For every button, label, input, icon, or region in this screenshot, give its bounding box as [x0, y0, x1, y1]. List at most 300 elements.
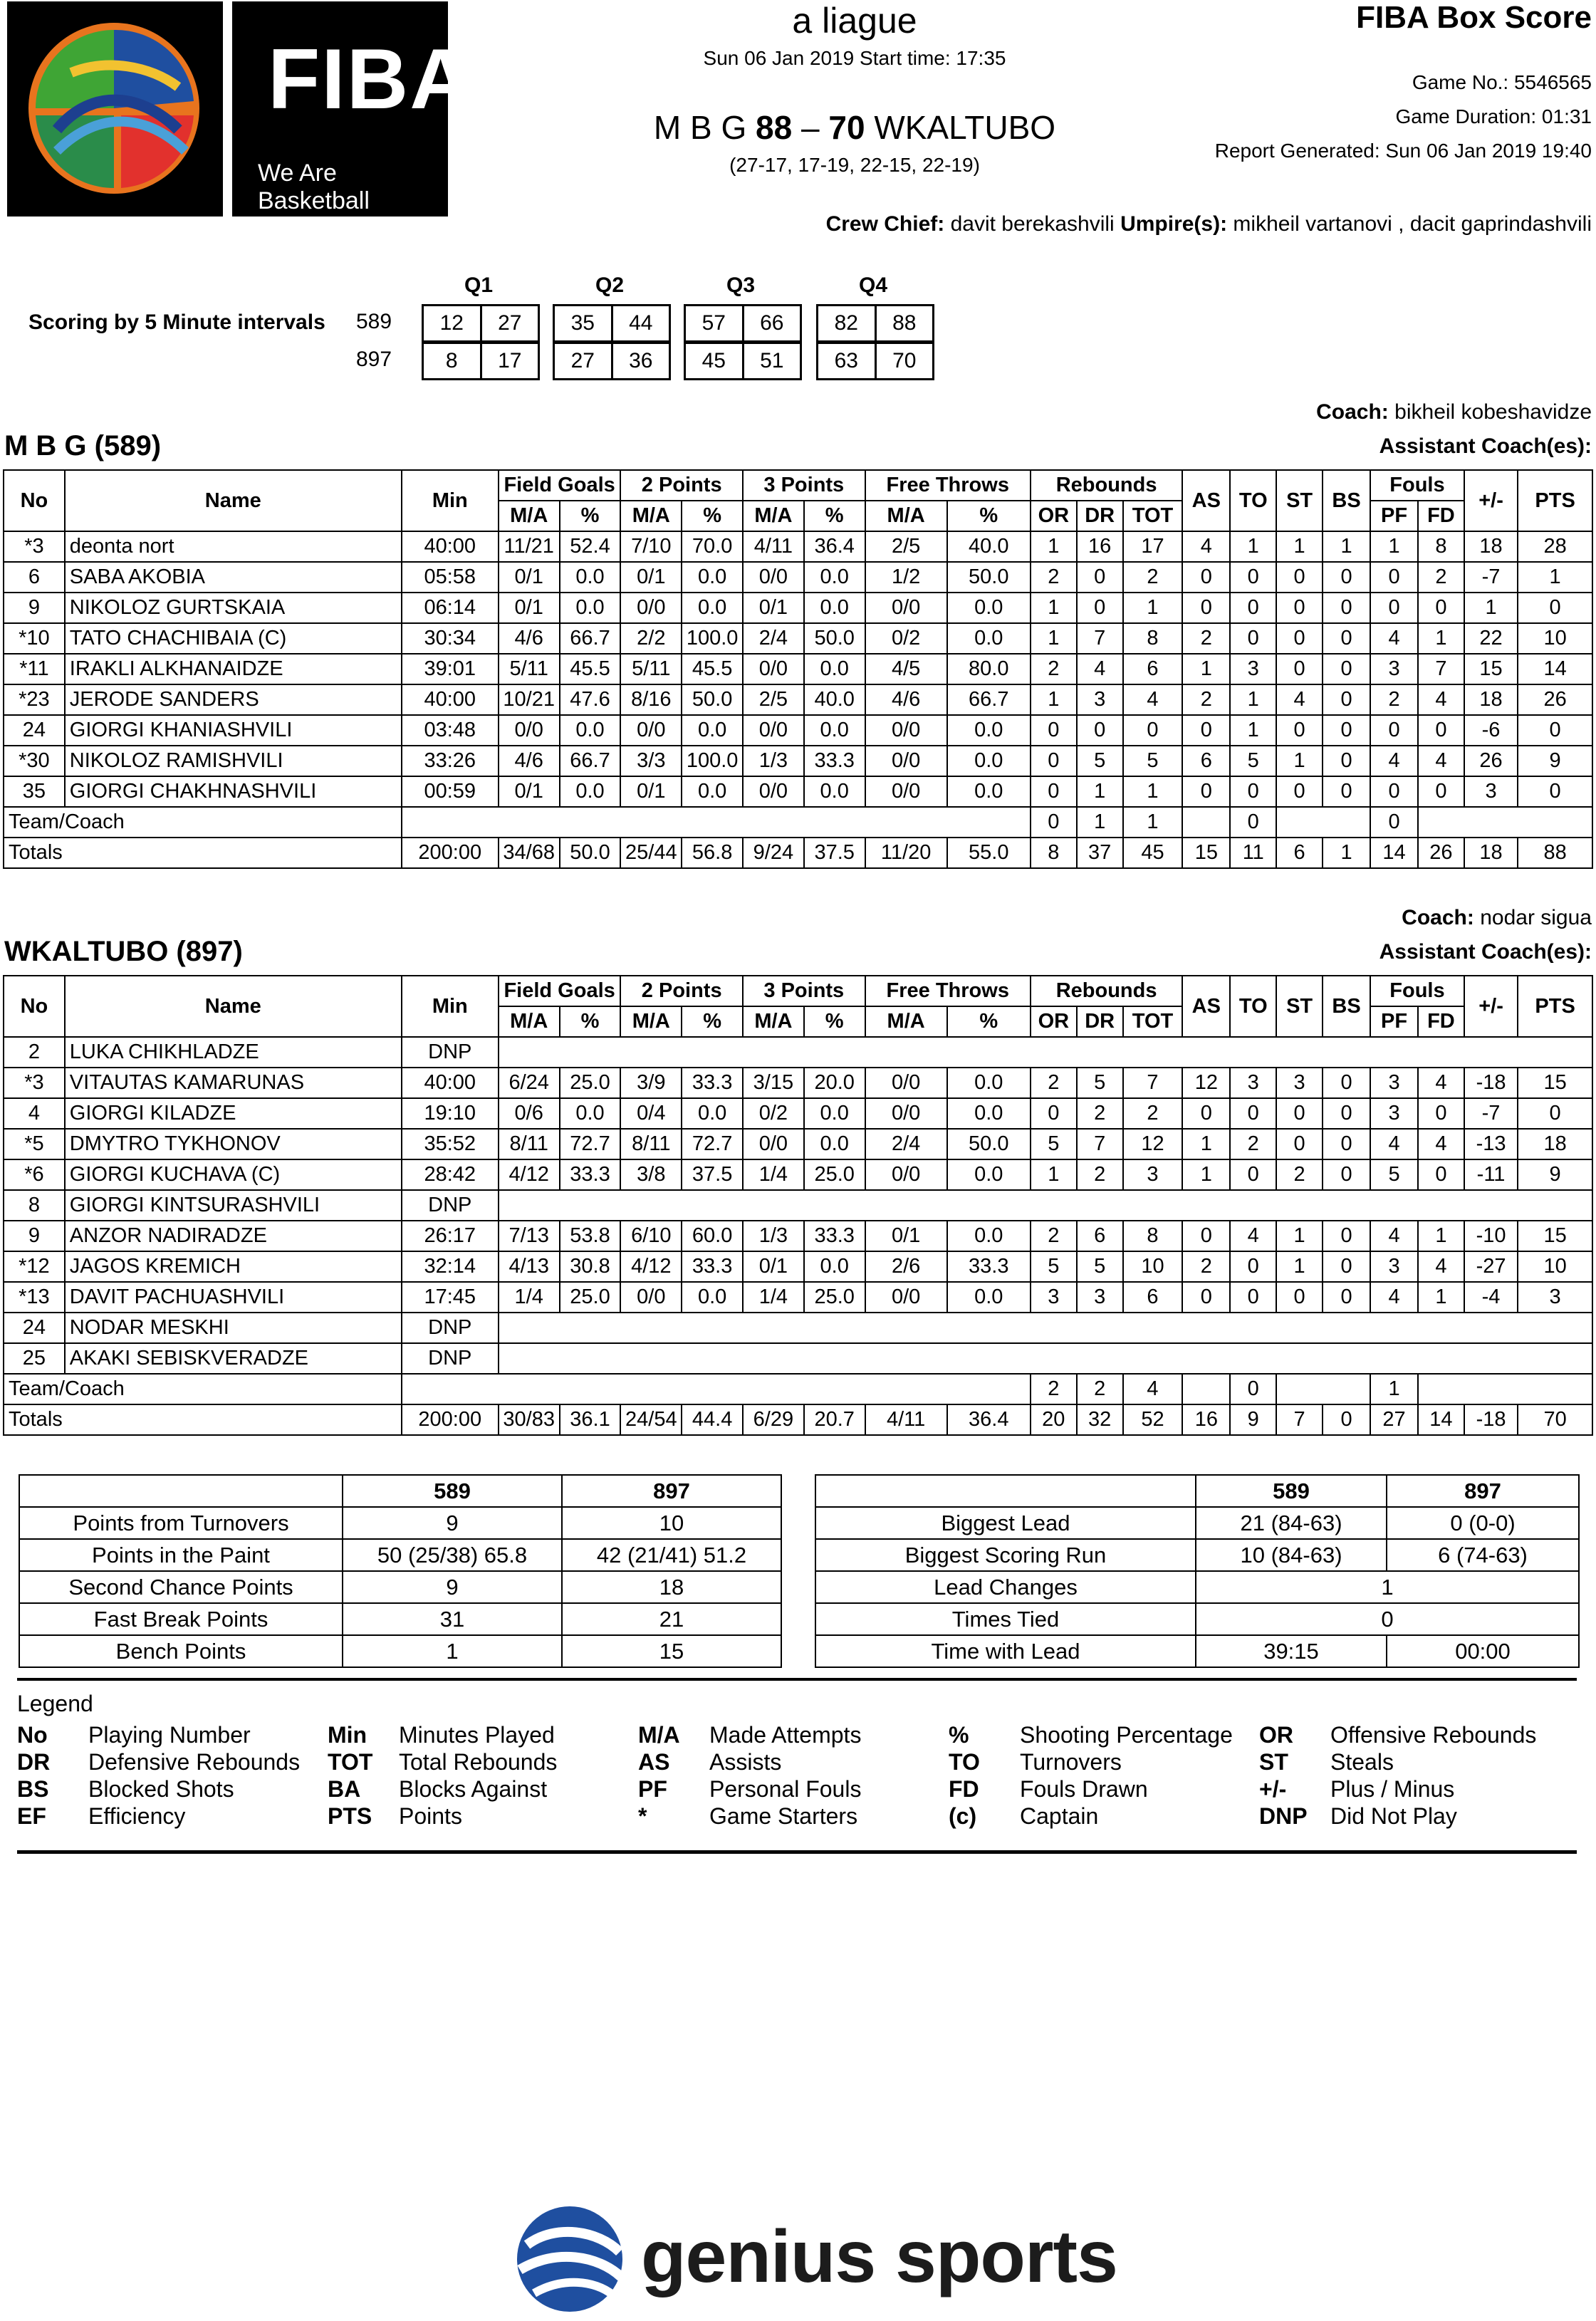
stat-cell: 27 — [1370, 1404, 1418, 1435]
legend-key — [949, 1776, 979, 1803]
team1-coach — [1316, 400, 1592, 424]
stat-cell: 0.0 — [947, 623, 1031, 654]
summary-label: Bench Points — [19, 1635, 343, 1667]
stat-cell: 0/0 — [743, 654, 804, 684]
player-row — [4, 1221, 1592, 1251]
stat-cell: 45.5 — [682, 654, 743, 684]
summary-row — [815, 1571, 1579, 1603]
column-header: TO — [1230, 470, 1276, 531]
team1-coach-label: Coach: — [1316, 400, 1389, 424]
stat-cell: 2 — [1031, 1221, 1077, 1251]
stat-cell: 17 — [1123, 531, 1183, 562]
stat-cell: 36.1 — [560, 1404, 621, 1435]
stat-cell: 0.0 — [947, 746, 1031, 776]
legend-description: Shooting Percentage — [1020, 1722, 1233, 1748]
stat-cell: 200:00 — [402, 1404, 499, 1435]
stat-cell: 33.3 — [804, 1221, 865, 1251]
column-header: No — [4, 976, 65, 1037]
column-header: TO — [1230, 976, 1276, 1037]
genius-sports-logo — [513, 2202, 627, 2316]
stat-cell: -18 — [1464, 1404, 1518, 1435]
stat-cell: 0/1 — [499, 562, 560, 593]
legend-key — [1259, 1776, 1286, 1803]
stat-cell: 15 — [1518, 1068, 1592, 1098]
stat-cell: 19:10 — [402, 1098, 499, 1129]
stat-cell: 4 — [1418, 1068, 1464, 1098]
stat-cell: 1 — [1518, 562, 1592, 593]
stat-cell: 40.0 — [804, 684, 865, 715]
stat-cell: 3 — [1230, 654, 1276, 684]
team2-coach-name: nodar sigua — [1480, 906, 1592, 929]
legend-abbr: % — [949, 1722, 969, 1748]
game-number: Game No.: 5546565 — [1412, 71, 1592, 93]
player-minutes: DNP — [402, 1190, 499, 1221]
stat-cell: 3 — [1370, 654, 1418, 684]
legend-abbr: OR — [1259, 1722, 1293, 1748]
stat-cell: 8/11 — [620, 1129, 682, 1159]
stat-cell: 1/2 — [865, 562, 947, 593]
stat-cell: 12 — [1123, 1129, 1183, 1159]
stat-cell: 4 — [1182, 531, 1230, 562]
stat-cell: 0/0 — [865, 1159, 947, 1190]
player-name: SABA AKOBIA — [65, 562, 402, 593]
interval-value: 45 — [701, 349, 726, 372]
stat-cell: 6 — [1123, 1282, 1183, 1313]
player-row — [4, 1190, 1592, 1221]
team2-assistant-coach: Assistant Coach(es): — [1379, 940, 1592, 964]
interval-value: 35 — [570, 311, 595, 335]
stat-cell: 3/9 — [620, 1068, 682, 1098]
stat-cell: 0 — [1323, 1098, 1370, 1129]
stat-cell: 3 — [1370, 1098, 1418, 1129]
player-name: DMYTRO TYKHONOV — [65, 1129, 402, 1159]
legend-abbr: TO — [949, 1749, 980, 1775]
summary-value: 15 — [562, 1635, 781, 1667]
stat-cell: 5 — [1230, 746, 1276, 776]
stat-cell: 37 — [1077, 838, 1123, 868]
legend-top-rule — [17, 1678, 1577, 1681]
column-header: Free Throws — [865, 976, 1031, 1006]
stat-cell: 10 — [1518, 1251, 1592, 1282]
stat-cell: 0 — [1518, 593, 1592, 623]
stat-cell: 9 — [1518, 1159, 1592, 1190]
stat-cell: 53.8 — [560, 1221, 621, 1251]
column-header: M/A — [499, 501, 560, 531]
stat-cell: 0.0 — [804, 654, 865, 684]
stat-cell: 11/21 — [499, 531, 560, 562]
stat-cell: 0 — [1077, 562, 1123, 593]
stat-cell: 4 — [1123, 1374, 1183, 1404]
stat-cell: 0 — [1077, 715, 1123, 746]
legend-abbr: PTS — [328, 1803, 372, 1829]
summary-value: 18 — [562, 1571, 781, 1603]
stat-cell: 45 — [1123, 838, 1183, 868]
umpires: mikheil vartanovi , dacit gaprindashvili — [1233, 212, 1592, 236]
stat-cell: 9/24 — [743, 838, 804, 868]
stat-cell: 7 — [1077, 623, 1123, 654]
player-number: 2 — [4, 1037, 65, 1068]
stat-cell: 2 — [1123, 562, 1183, 593]
stat-cell: 0 — [1276, 654, 1323, 684]
summary-value: 6 (74-63) — [1387, 1539, 1579, 1571]
column-header: % — [682, 501, 743, 531]
stat-cell: 0.0 — [947, 715, 1031, 746]
stat-cell: 0/1 — [499, 776, 560, 807]
stat-cell: 2 — [1123, 1098, 1183, 1129]
column-header: % — [804, 1006, 865, 1037]
stat-cell: 26:17 — [402, 1221, 499, 1251]
team-coach-row — [4, 1374, 1592, 1404]
stat-cell: 72.7 — [682, 1129, 743, 1159]
stat-cell: -7 — [1464, 562, 1518, 593]
column-header: TOT — [1123, 501, 1183, 531]
interval-value: 51 — [742, 344, 800, 378]
stat-cell: 16 — [1182, 1404, 1230, 1435]
summary-team-header: 897 — [562, 1475, 781, 1507]
player-number: *3 — [4, 1068, 65, 1098]
totals-row — [4, 838, 1592, 868]
away-score: 70 — [828, 109, 865, 146]
stat-cell: 3/8 — [620, 1159, 682, 1190]
totals-label: Totals — [4, 1404, 402, 1435]
stat-cell: 2/5 — [743, 684, 804, 715]
stat-cell: 03:48 — [402, 715, 499, 746]
player-name: LUKA CHIKHLADZE — [65, 1037, 402, 1068]
report-generated: Report Generated: Sun 06 Jan 2019 19:40 — [1214, 140, 1592, 162]
report-title: FIBA Box Score — [1356, 0, 1592, 35]
player-name: NIKOLOZ GURTSKAIA — [65, 593, 402, 623]
stat-cell: 0.0 — [804, 1251, 865, 1282]
column-header: PF — [1370, 1006, 1418, 1037]
stat-cell: 1/3 — [743, 1221, 804, 1251]
summary-team-header: 897 — [1387, 1475, 1579, 1507]
officials — [826, 212, 1592, 236]
stat-cell: -4 — [1464, 1282, 1518, 1313]
column-header: FD — [1418, 501, 1464, 531]
stat-cell: 0 — [1276, 593, 1323, 623]
stat-cell: 20 — [1031, 1404, 1077, 1435]
stat-cell: 0 — [1323, 1282, 1370, 1313]
stat-cell: 0/1 — [865, 1221, 947, 1251]
player-row — [4, 593, 1592, 623]
stat-cell: 1 — [1182, 1129, 1230, 1159]
summary-value: 21 — [562, 1603, 781, 1635]
column-header: BS — [1323, 976, 1370, 1037]
empty-cells — [499, 1343, 1592, 1374]
stat-cell: 66.7 — [560, 746, 621, 776]
player-minutes: DNP — [402, 1313, 499, 1343]
stat-cell: 20.0 — [804, 1068, 865, 1098]
legend-abbr: AS — [638, 1749, 670, 1775]
stat-cell: 0 — [1230, 776, 1276, 807]
stat-cell: 0/1 — [743, 593, 804, 623]
legend-description: Assists — [709, 1749, 782, 1775]
legend-description: Blocks Against — [399, 1776, 548, 1802]
stat-cell: 40:00 — [402, 531, 499, 562]
summary-row — [815, 1507, 1579, 1539]
legend-abbr: +/- — [1259, 1776, 1287, 1802]
column-header: M/A — [620, 1006, 682, 1037]
stat-cell: 33:26 — [402, 746, 499, 776]
stat-cell: 1 — [1123, 593, 1183, 623]
stat-cell: 0 — [1230, 593, 1276, 623]
stat-cell: 3 — [1123, 1159, 1183, 1190]
stat-cell: 0 — [1182, 593, 1230, 623]
stat-cell: 2 — [1370, 684, 1418, 715]
interval-box — [684, 304, 802, 343]
stat-cell: 0 — [1230, 1251, 1276, 1282]
summary-value: 10 — [562, 1507, 781, 1539]
stat-cell: 26 — [1464, 746, 1518, 776]
stat-cell: 0/0 — [865, 715, 947, 746]
player-name: AKAKI SEBISKVERADZE — [65, 1343, 402, 1374]
interval-value: 44 — [611, 306, 669, 340]
stat-cell: 0 — [1323, 1221, 1370, 1251]
stat-cell: 1 — [1031, 623, 1077, 654]
stat-cell: 0 — [1182, 562, 1230, 593]
legend-description: Plus / Minus — [1330, 1776, 1455, 1802]
stat-cell: 0/1 — [620, 562, 682, 593]
stat-cell: 0/2 — [743, 1098, 804, 1129]
stat-cell: 4 — [1418, 1251, 1464, 1282]
stat-cell: 0 — [1418, 715, 1464, 746]
stat-cell: 4/5 — [865, 654, 947, 684]
player-number: *23 — [4, 684, 65, 715]
stat-cell: 88 — [1518, 838, 1592, 868]
stat-cell — [1182, 1374, 1230, 1404]
summary-value: 42 (21/41) 51.2 — [562, 1539, 781, 1571]
stat-cell: 0.0 — [947, 1159, 1031, 1190]
stat-cell: 30:34 — [402, 623, 499, 654]
legend-description: Made Attempts — [709, 1722, 862, 1748]
column-header: TOT — [1123, 1006, 1183, 1037]
stat-cell: 0 — [1418, 1098, 1464, 1129]
stat-cell: -10 — [1464, 1221, 1518, 1251]
summary-row — [19, 1507, 781, 1539]
column-header: DR — [1077, 1006, 1123, 1037]
stat-cell: 3 — [1077, 1282, 1123, 1313]
column-header: PF — [1370, 501, 1418, 531]
stat-cell: 0 — [1323, 1159, 1370, 1190]
stat-cell: 5 — [1123, 746, 1183, 776]
column-header: +/- — [1464, 470, 1518, 531]
empty-cells — [499, 1190, 1592, 1221]
column-header: +/- — [1464, 976, 1518, 1037]
legend-key — [638, 1749, 669, 1775]
stat-cell: 32:14 — [402, 1251, 499, 1282]
interval-box — [816, 342, 934, 380]
interval-team-id: 897 — [356, 348, 392, 371]
stat-cell: 5 — [1077, 1251, 1123, 1282]
legend-key — [328, 1803, 372, 1830]
stat-cell: 1 — [1031, 684, 1077, 715]
legend-abbr: BS — [17, 1776, 49, 1802]
player-row — [4, 1068, 1592, 1098]
stat-cell: 2 — [1182, 684, 1230, 715]
stat-cell: 2 — [1077, 1159, 1123, 1190]
stat-cell: 0/0 — [620, 1282, 682, 1313]
stat-cell: 3 — [1464, 776, 1518, 807]
interval-value: 82 — [834, 311, 858, 335]
summary-row — [815, 1603, 1579, 1635]
stat-cell: 0.0 — [804, 776, 865, 807]
team1-coach-name: bikheil kobeshavidze — [1394, 400, 1592, 424]
stat-cell: 0/0 — [743, 776, 804, 807]
stat-cell: 0 — [1230, 1098, 1276, 1129]
player-name: deonta nort — [65, 531, 402, 562]
interval-value: 8 — [445, 349, 458, 372]
empty-cells — [1276, 807, 1370, 838]
interval-box — [553, 342, 671, 380]
stat-cell: 0 — [1031, 807, 1077, 838]
stat-cell: 1 — [1418, 1221, 1464, 1251]
legend-abbr: PF — [638, 1776, 667, 1802]
stat-cell: 4 — [1230, 1221, 1276, 1251]
score-dash: – — [801, 109, 820, 146]
quarter-header: Q1 — [464, 273, 494, 297]
stat-cell: 0/0 — [743, 715, 804, 746]
stat-cell: 0 — [1031, 715, 1077, 746]
stat-cell: 6 — [1182, 746, 1230, 776]
stat-cell: 22 — [1464, 623, 1518, 654]
stat-cell: 50.0 — [804, 623, 865, 654]
stat-cell: 10 — [1123, 1251, 1183, 1282]
summary-row — [815, 1635, 1579, 1667]
player-row — [4, 1098, 1592, 1129]
stat-cell: 0.0 — [560, 715, 621, 746]
player-name: GIORGI KHANIASHVILI — [65, 715, 402, 746]
stat-cell: 1 — [1077, 807, 1123, 838]
stat-cell: 0 — [1323, 776, 1370, 807]
team2-coach-label: Coach: — [1402, 906, 1474, 929]
genius-globe-icon — [513, 2202, 627, 2316]
stat-cell: 2/4 — [865, 1129, 947, 1159]
stat-cell: 15 — [1182, 838, 1230, 868]
stat-cell: 0 — [1230, 623, 1276, 654]
stat-cell: 4 — [1418, 746, 1464, 776]
stat-cell: 17:45 — [402, 1282, 499, 1313]
player-name: JERODE SANDERS — [65, 684, 402, 715]
interval-value: 36 — [611, 344, 669, 378]
interval-value: 63 — [834, 349, 858, 372]
stat-cell: 0.0 — [804, 562, 865, 593]
stat-cell: 2 — [1276, 1159, 1323, 1190]
stat-cell: 0 — [1230, 1282, 1276, 1313]
player-row — [4, 746, 1592, 776]
stat-cell: 1 — [1418, 1282, 1464, 1313]
stat-cell: 33.3 — [804, 746, 865, 776]
stat-cell: 2 — [1031, 1374, 1077, 1404]
stat-cell: 18 — [1464, 838, 1518, 868]
summary-label: Time with Lead — [815, 1635, 1196, 1667]
stat-cell: 30/83 — [499, 1404, 560, 1435]
stat-cell: 0/0 — [865, 1068, 947, 1098]
stat-cell: 0/0 — [743, 1129, 804, 1159]
stat-cell: 6/29 — [743, 1404, 804, 1435]
team1-stats-table — [3, 469, 1593, 869]
intervals-label: Scoring by 5 Minute intervals — [28, 311, 325, 334]
team1-title: M B G (589) — [4, 430, 162, 461]
stat-cell: 4/11 — [865, 1404, 947, 1435]
stat-cell: 56.8 — [682, 838, 743, 868]
stat-cell: -18 — [1464, 1068, 1518, 1098]
legend-description: Minutes Played — [399, 1722, 555, 1748]
legend-abbr: ST — [1259, 1749, 1288, 1775]
stat-cell: 0.0 — [804, 593, 865, 623]
stat-cell: 0 — [1323, 1251, 1370, 1282]
team2-stats-table — [3, 975, 1593, 1436]
stat-cell: 0 — [1518, 715, 1592, 746]
stat-cell: 32 — [1077, 1404, 1123, 1435]
stat-cell: 4 — [1370, 1282, 1418, 1313]
legend-description: Efficiency — [88, 1803, 186, 1829]
stat-cell: 0 — [1323, 654, 1370, 684]
column-header: Name — [65, 976, 402, 1037]
stat-cell: 1/4 — [743, 1159, 804, 1190]
legend-abbr: M/A — [638, 1722, 680, 1748]
player-name: NODAR MESKHI — [65, 1313, 402, 1343]
stat-cell: 3 — [1276, 1068, 1323, 1098]
stat-cell: 1 — [1123, 807, 1183, 838]
stat-cell: 1 — [1370, 1374, 1418, 1404]
stat-cell: 4 — [1077, 654, 1123, 684]
column-header: 3 Points — [743, 976, 865, 1006]
stat-cell: 25.0 — [804, 1159, 865, 1190]
column-header: % — [804, 501, 865, 531]
column-header: FD — [1418, 1006, 1464, 1037]
player-row — [4, 531, 1592, 562]
column-header: 2 Points — [620, 976, 743, 1006]
stat-cell: 50.0 — [947, 562, 1031, 593]
stat-cell: 7 — [1077, 1129, 1123, 1159]
stat-cell: 200:00 — [402, 838, 499, 868]
stat-cell: 0.0 — [947, 776, 1031, 807]
crew-chief-label: Crew Chief: — [825, 212, 945, 236]
stat-cell: 2 — [1418, 562, 1464, 593]
stat-cell: 5 — [1077, 746, 1123, 776]
stat-cell: 0.0 — [682, 593, 743, 623]
summary-corner — [815, 1475, 1196, 1507]
stat-cell: 0 — [1031, 746, 1077, 776]
stat-cell: 5 — [1077, 1068, 1123, 1098]
column-header: Free Throws — [865, 470, 1031, 501]
player-number: 9 — [4, 1221, 65, 1251]
stat-cell: 66.7 — [947, 684, 1031, 715]
stat-cell: 37.5 — [682, 1159, 743, 1190]
summary-value: 0 — [1196, 1603, 1579, 1635]
stat-cell: 0.0 — [804, 1098, 865, 1129]
stat-cell: 34/68 — [499, 838, 560, 868]
legend-key — [1259, 1749, 1288, 1775]
empty-cells — [1418, 1374, 1592, 1404]
stat-cell: 0.0 — [947, 593, 1031, 623]
stat-cell: 2 — [1031, 654, 1077, 684]
stat-cell: 0/0 — [620, 715, 682, 746]
interval-value: 27 — [570, 349, 595, 372]
legend-key — [1259, 1803, 1308, 1830]
summary-label: Points in the Paint — [19, 1539, 343, 1571]
stat-cell: 1 — [1230, 715, 1276, 746]
fiba-logo-tagline: We Are Basketball — [258, 160, 370, 214]
stat-cell: 0 — [1370, 562, 1418, 593]
legend-abbr: DR — [17, 1749, 51, 1775]
stat-cell: 5/11 — [499, 654, 560, 684]
legend-description: Steals — [1330, 1749, 1394, 1775]
stat-cell: 5/11 — [620, 654, 682, 684]
stat-cell: 39:01 — [402, 654, 499, 684]
stat-cell: 05:58 — [402, 562, 499, 593]
stat-cell: 6 — [1123, 654, 1183, 684]
